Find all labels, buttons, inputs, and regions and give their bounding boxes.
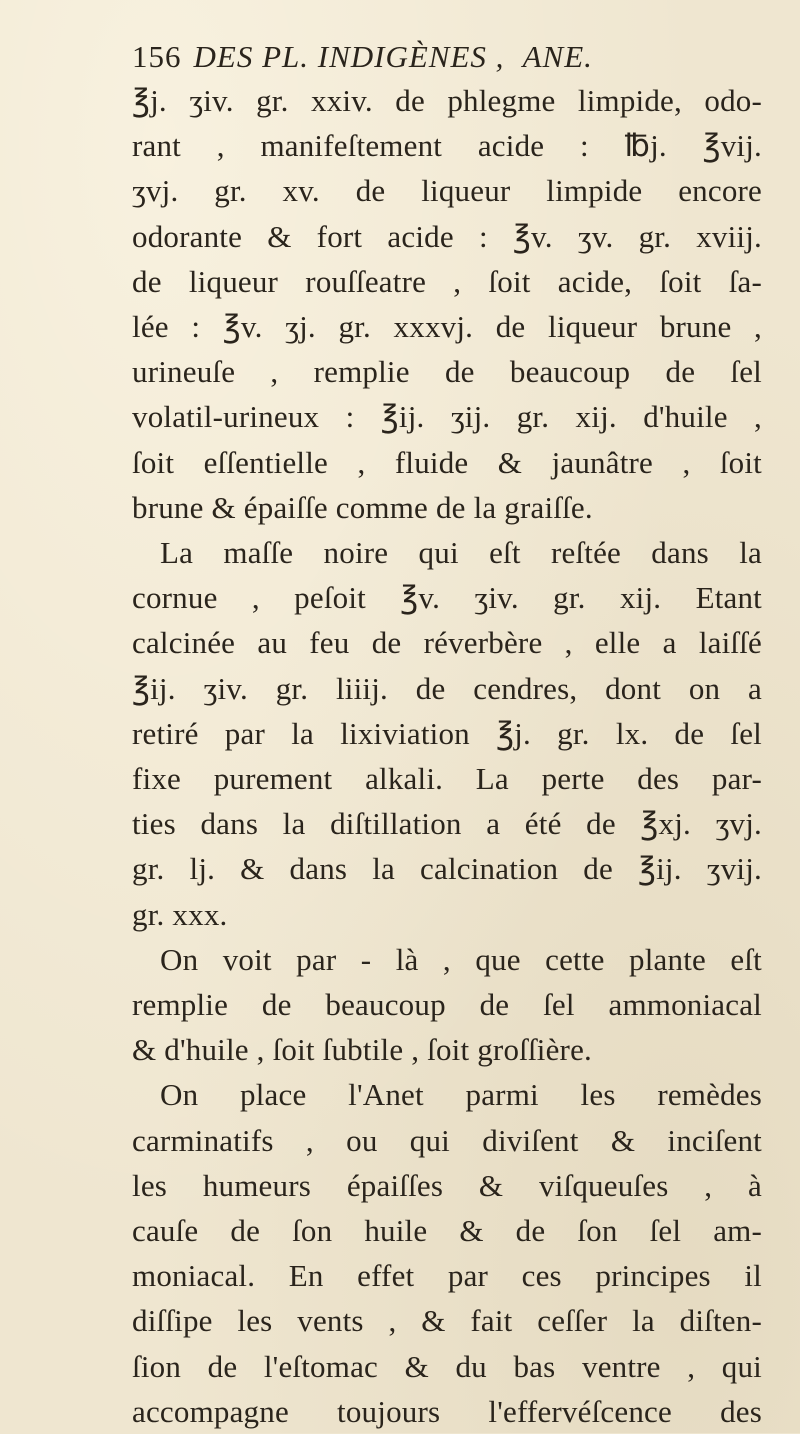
text-line: & d'huile , ſoit ſubtile , ſoit groſſière. xyxy=(132,1032,592,1068)
text-line: calcinée au feu de réverbère , elle a laiſſé xyxy=(132,625,762,661)
text-line: lée : ℥v. ʒj. gr. xxxvj. de liqueur brune , xyxy=(132,309,762,345)
text-line: ℥j. ʒiv. gr. xxiv. de phlegme limpide, odo- xyxy=(132,83,762,118)
text-line: cornue , peſoit ℥v. ʒiv. gr. xij. Etant xyxy=(132,580,762,616)
text-line: retiré par la lixiviation ℥j. gr. lx. de ſel xyxy=(132,715,762,751)
text-line: moniacal. En effet par ces principes il xyxy=(132,1258,762,1294)
text-line: les humeurs épaiſſes & viſqueuſes , à xyxy=(132,1167,762,1203)
text-line: ʒvj. gr. xv. de liqueur limpide encore xyxy=(132,173,762,209)
text-line: volatil-urineux : ℥ij. ʒij. gr. xij. d'huile , xyxy=(132,399,762,435)
text-line: gr. lj. & dans la calcination de ℥ij. ʒvij. xyxy=(132,851,762,887)
text-line: cauſe de ſon huile & de ſon ſel am- xyxy=(132,1213,762,1249)
text-line: ſoit eſſentielle , fluide & jaunâtre , ſoit xyxy=(132,444,762,480)
text-line: ties dans la diſtillation a été de ℥xj. ʒvj. xyxy=(132,806,762,842)
text-line: remplie de beaucoup de ſel ammoniacal xyxy=(132,987,762,1023)
text-line: rant , manifeſtement acide : ℔j. ℥vij. xyxy=(132,128,762,164)
text-line: On voit par - là , que cette plante eſt xyxy=(160,941,762,977)
running-head-section: ANE. xyxy=(522,39,593,74)
text-line: On place l'Anet parmi les remèdes xyxy=(160,1077,762,1113)
text-line: gr. xxx. xyxy=(132,896,228,932)
text-line: ſion de l'eſtomac & du bas ventre , qui xyxy=(132,1348,762,1384)
text-line: diſſipe les vents , & fait ceſſer la diſten- xyxy=(132,1303,762,1339)
text-line: de liqueur rouſſeatre , ſoit acide, ſoit ſa- xyxy=(132,263,762,299)
text-line: odorante & fort acide : ℥v. ʒv. gr. xviij. xyxy=(132,218,762,254)
text-line: urineuſe , remplie de beaucoup de ſel xyxy=(132,354,762,390)
text-line: brune & épaiſſe comme de la graiſſe. xyxy=(132,489,593,525)
running-head-title: DES PL. INDIGÈNES , xyxy=(193,39,505,74)
text-line: La maſſe noire qui eſt reſtée dans la xyxy=(160,535,762,571)
text-line: accompagne toujours l'effervéſcence des xyxy=(132,1393,762,1429)
page-number: 156 xyxy=(132,39,182,74)
text-line: ℥ij. ʒiv. gr. liiij. de cendres, dont on a xyxy=(132,670,762,706)
text-line: carminatifs , ou qui diviſent & inciſent xyxy=(132,1122,762,1158)
page-text xyxy=(132,34,762,1434)
running-head xyxy=(132,34,762,78)
text-line: fixe purement alkali. La perte des par- xyxy=(132,761,762,797)
